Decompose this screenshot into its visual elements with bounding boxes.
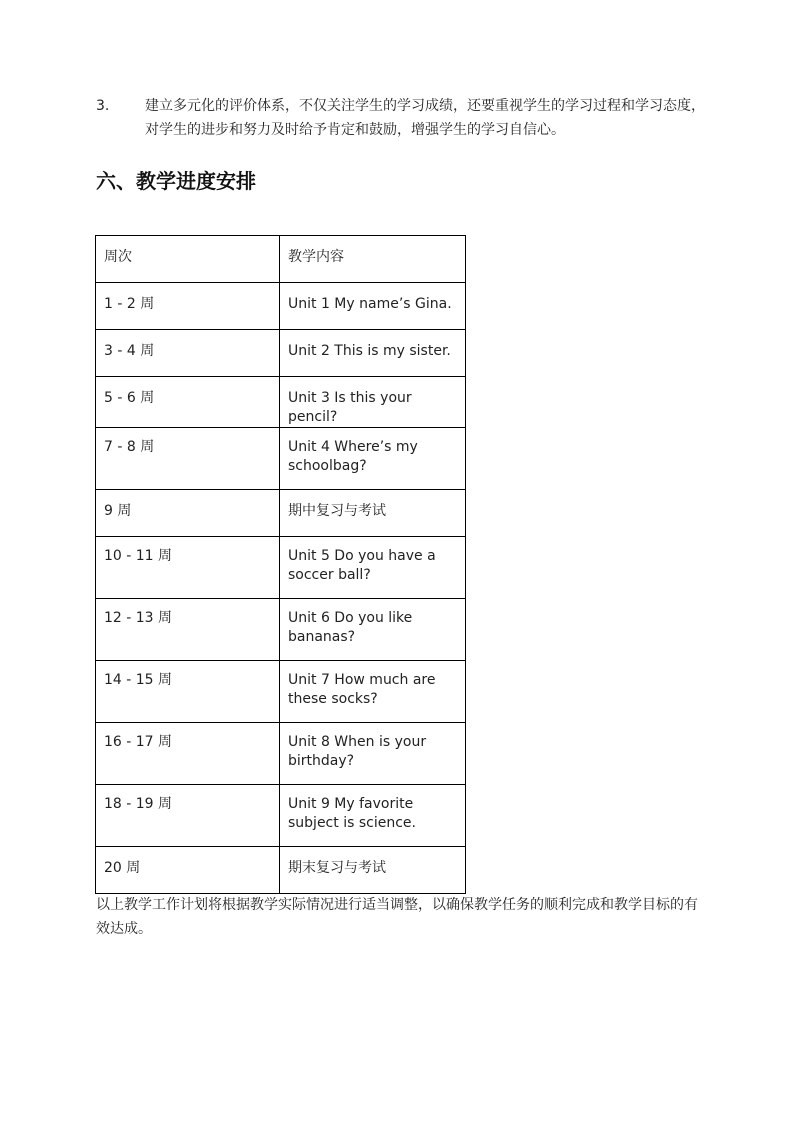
table-row bbox=[96, 283, 466, 330]
schedule-table bbox=[95, 235, 466, 894]
content-cell: Unit 9 My favorite subject is science. bbox=[280, 785, 466, 847]
content-cell: Unit 1 My name’s Gina. bbox=[280, 283, 466, 330]
week-cell: 14 - 15 周 bbox=[96, 661, 280, 723]
week-cell: 18 - 19 周 bbox=[96, 785, 280, 847]
table-header-row bbox=[96, 236, 466, 283]
table-row bbox=[96, 377, 466, 428]
table-row bbox=[96, 428, 466, 490]
header-content: 教学内容 bbox=[280, 236, 466, 283]
content-cell: Unit 4 Where’s my schoolbag? bbox=[280, 428, 466, 490]
content-cell: Unit 3 Is this your pencil? bbox=[280, 377, 466, 428]
week-cell: 7 - 8 周 bbox=[96, 428, 280, 490]
closing-paragraph: 以上教学工作计划将根据教学实际情况进行适当调整，以确保教学任务的顺利完成和教学目标的有效达成。 bbox=[96, 897, 698, 937]
week-cell: 5 - 6 周 bbox=[96, 377, 280, 428]
week-cell: 10 - 11 周 bbox=[96, 537, 280, 599]
week-cell: 3 - 4 周 bbox=[96, 330, 280, 377]
content-cell: Unit 2 This is my sister. bbox=[280, 330, 466, 377]
content-cell: 期中复习与考试 bbox=[280, 490, 466, 537]
section-heading: 六、教学进度安排 bbox=[96, 169, 256, 193]
week-cell: 16 - 17 周 bbox=[96, 723, 280, 785]
list-item-number: 3. bbox=[96, 98, 110, 114]
content-cell: 期末复习与考试 bbox=[280, 847, 466, 894]
week-cell: 9 周 bbox=[96, 490, 280, 537]
table-row bbox=[96, 785, 466, 847]
table-row bbox=[96, 490, 466, 537]
table-row bbox=[96, 537, 466, 599]
content-cell: Unit 8 When is your birthday? bbox=[280, 723, 466, 785]
content-cell: Unit 5 Do you have a soccer ball? bbox=[280, 537, 466, 599]
table-row bbox=[96, 847, 466, 894]
content-cell: Unit 7 How much are these socks? bbox=[280, 661, 466, 723]
week-cell: 20 周 bbox=[96, 847, 280, 894]
table-row bbox=[96, 723, 466, 785]
week-cell: 1 - 2 周 bbox=[96, 283, 280, 330]
list-item-text: 建立多元化的评价体系，不仅关注学生的学习成绩，还要重视学生的学习过程和学习态度，对学生的进步和努力及时给予肯定和鼓励，增强学生的学习自信心。 bbox=[145, 98, 705, 138]
table-row bbox=[96, 330, 466, 377]
content-cell: Unit 6 Do you like bananas? bbox=[280, 599, 466, 661]
week-cell: 12 - 13 周 bbox=[96, 599, 280, 661]
header-week: 周次 bbox=[96, 236, 280, 283]
table-row bbox=[96, 599, 466, 661]
table-row bbox=[96, 661, 466, 723]
numbered-list-item bbox=[96, 94, 706, 142]
